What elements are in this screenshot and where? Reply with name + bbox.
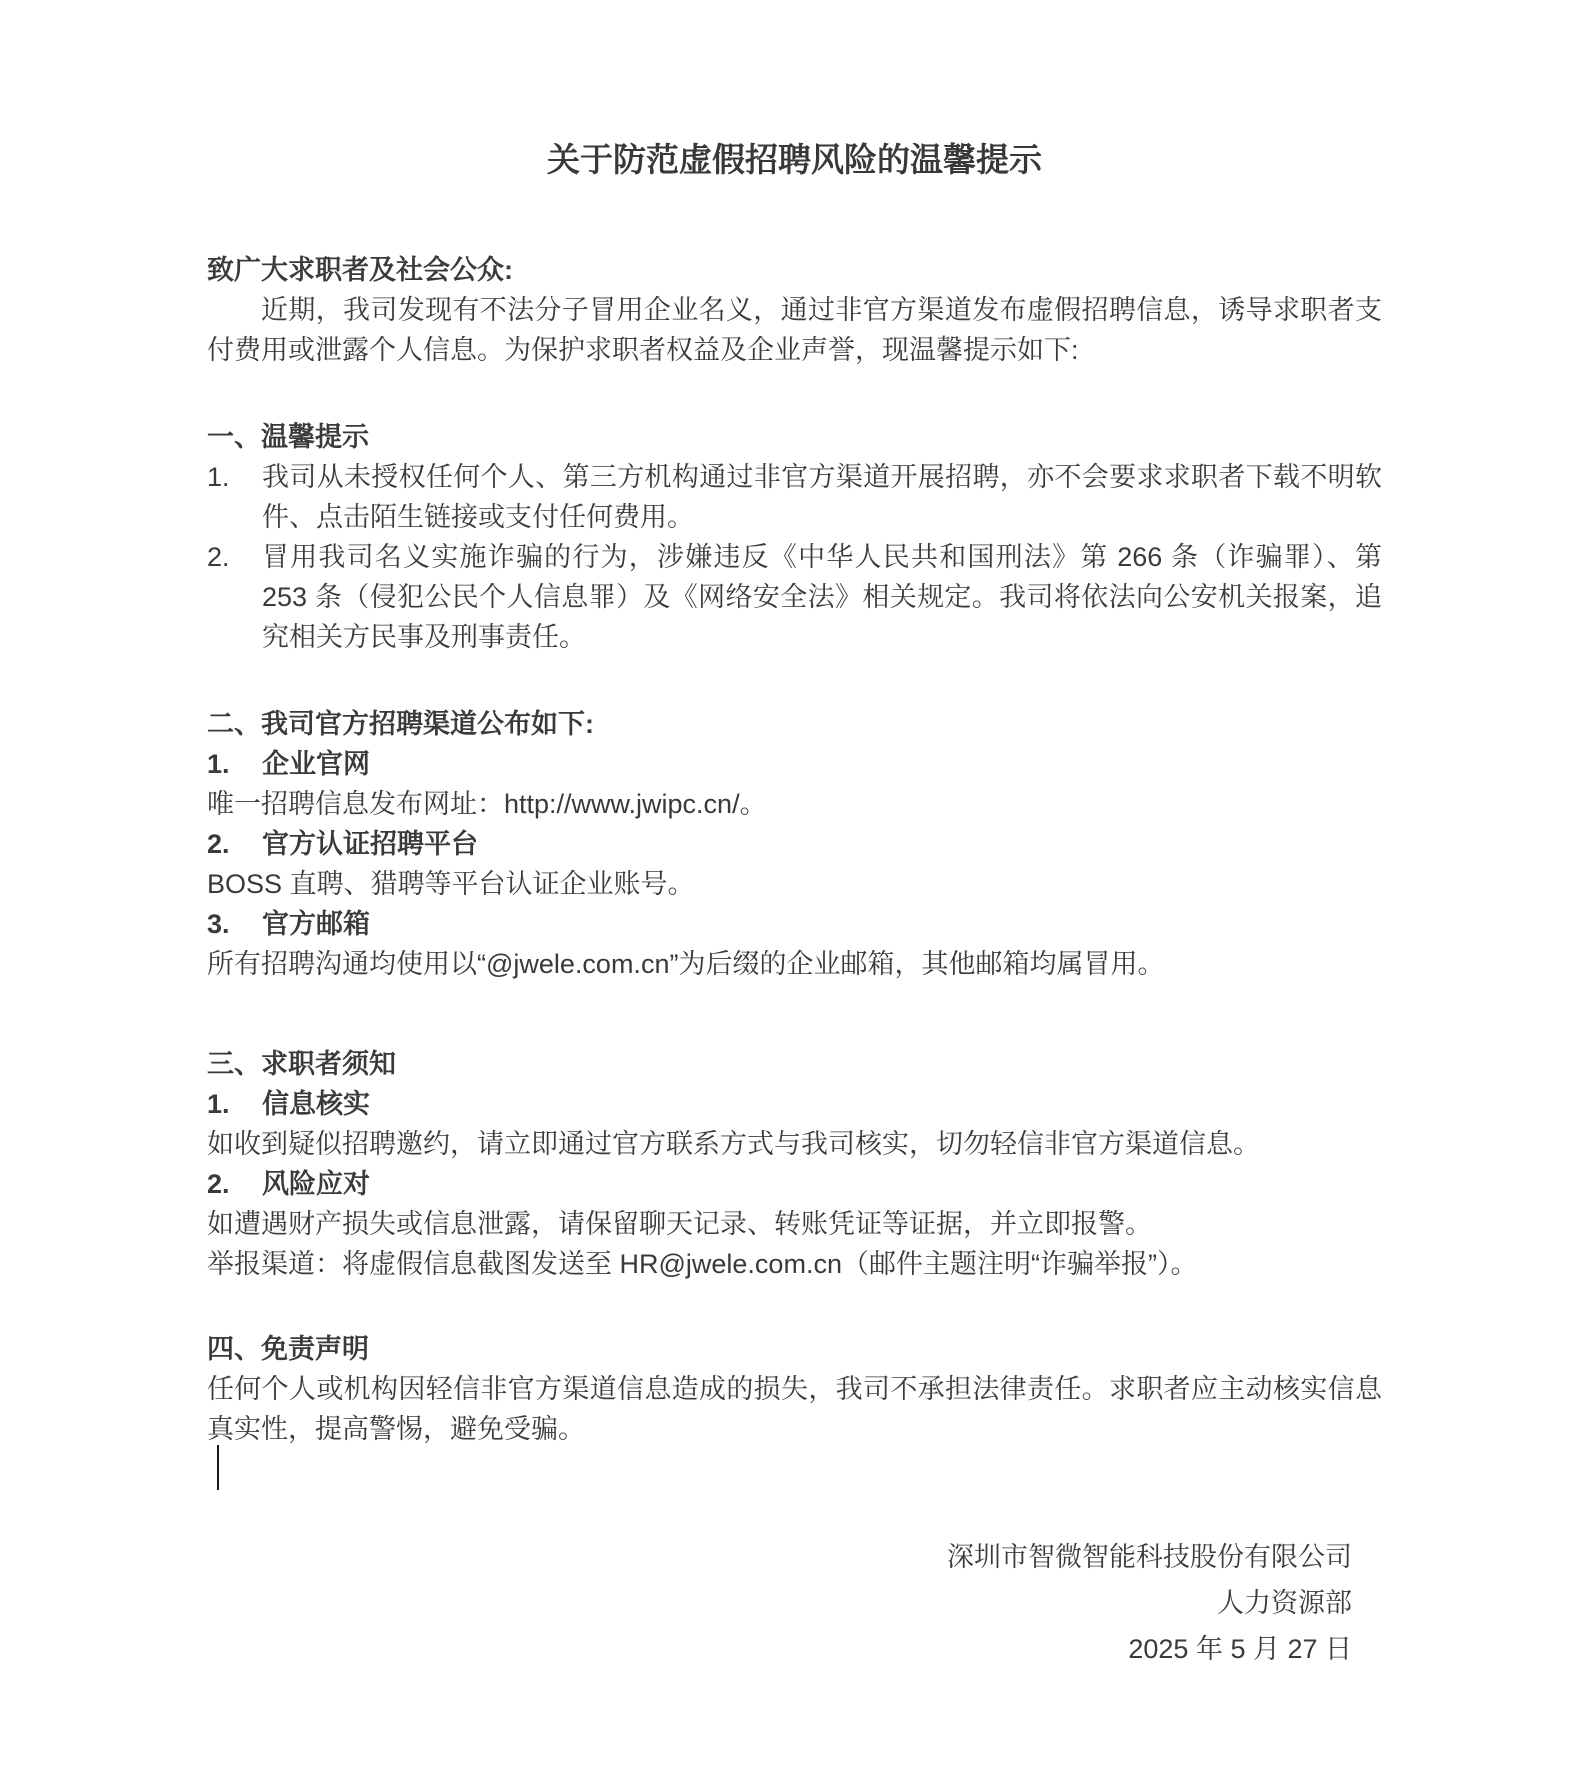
subsection-number: 2.	[207, 1169, 230, 1199]
list-item	[207, 457, 1382, 537]
subsection-body: 如收到疑似招聘邀约，请立即通过官方联系方式与我司核实，切勿轻信非官方渠道信息。	[207, 1129, 1260, 1159]
subsection-title: 企业官网	[262, 749, 370, 779]
subsection-number: 2.	[207, 829, 230, 859]
text-cursor	[217, 1445, 219, 1490]
subsection-body: BOSS 直聘、猎聘等平台认证企业账号。	[207, 869, 695, 899]
signature-department: 人力资源部	[1217, 1588, 1352, 1618]
section-heading-4: 四、免责声明	[207, 1334, 369, 1364]
subsection-body: 如遭遇财产损失或信息泄露，请保留聊天记录、转账凭证等证据，并立即报警。	[207, 1209, 1152, 1239]
section-heading-1: 一、温馨提示	[207, 422, 369, 452]
subsection-title: 风险应对	[262, 1169, 370, 1199]
subsection-number: 1.	[207, 1089, 230, 1119]
list-item	[207, 537, 1382, 657]
page-title: 关于防范虚假招聘风险的温馨提示	[547, 141, 1042, 178]
subsection-number: 1.	[207, 749, 230, 779]
subsection-heading	[207, 1164, 1382, 1204]
section-heading-2: 二、我司官方招聘渠道公布如下:	[207, 709, 594, 739]
signature-block	[207, 1534, 1352, 1672]
subsection-heading	[207, 744, 1382, 784]
subsection-heading	[207, 1084, 1382, 1124]
disclaimer-paragraph: 任何个人或机构因轻信非官方渠道信息造成的损失，我司不承担法律责任。求职者应主动核实信息真实性，提高警惕，避免受骗。	[207, 1374, 1382, 1444]
subsection-title: 官方认证招聘平台	[262, 829, 478, 859]
subsection-body: 所有招聘沟通均使用以“@jwele.com.cn”为后缀的企业邮箱，其他邮箱均属冒用。	[207, 949, 1165, 979]
list-item-text: 冒用我司名义实施诈骗的行为，涉嫌违反《中华人民共和国刑法》第 266 条（诈骗罪）、第 253 条（侵犯公民个人信息罪）及《网络安全法》相关规定。我司将依法向公安机关报案，追究相关方民事及刑事责任。	[262, 542, 1382, 652]
subsection-title: 官方邮箱	[262, 909, 370, 939]
subsection-body: 唯一招聘信息发布网址：http://www.jwipc.cn/。	[207, 789, 767, 819]
report-channel-line: 举报渠道：将虚假信息截图发送至 HR@jwele.com.cn（邮件主题注明“诈骗举报”）。	[207, 1249, 1198, 1279]
document-content	[207, 0, 1382, 1672]
section-1-list	[207, 457, 1382, 657]
signature-date: 2025 年 5 月 27 日	[1128, 1634, 1352, 1664]
salutation: 致广大求职者及社会公众:	[207, 255, 513, 285]
list-item-number: 2.	[207, 542, 230, 572]
subsection-title: 信息核实	[262, 1089, 370, 1119]
signature-company: 深圳市智微智能科技股份有限公司	[947, 1542, 1352, 1572]
subsection-heading	[207, 824, 1382, 864]
list-item-text: 我司从未授权任何个人、第三方机构通过非官方渠道开展招聘，亦不会要求求职者下载不明软件、点击陌生链接或支付任何费用。	[262, 462, 1382, 532]
list-item-number: 1.	[207, 462, 230, 492]
subsection-number: 3.	[207, 909, 230, 939]
section-heading-3: 三、求职者须知	[207, 1049, 396, 1079]
intro-paragraph: 近期，我司发现有不法分子冒用企业名义，通过非官方渠道发布虚假招聘信息，诱导求职者支付费用或泄露个人信息。为保护求职者权益及企业声誉，现温馨提示如下:	[207, 295, 1382, 365]
subsection-heading	[207, 904, 1382, 944]
